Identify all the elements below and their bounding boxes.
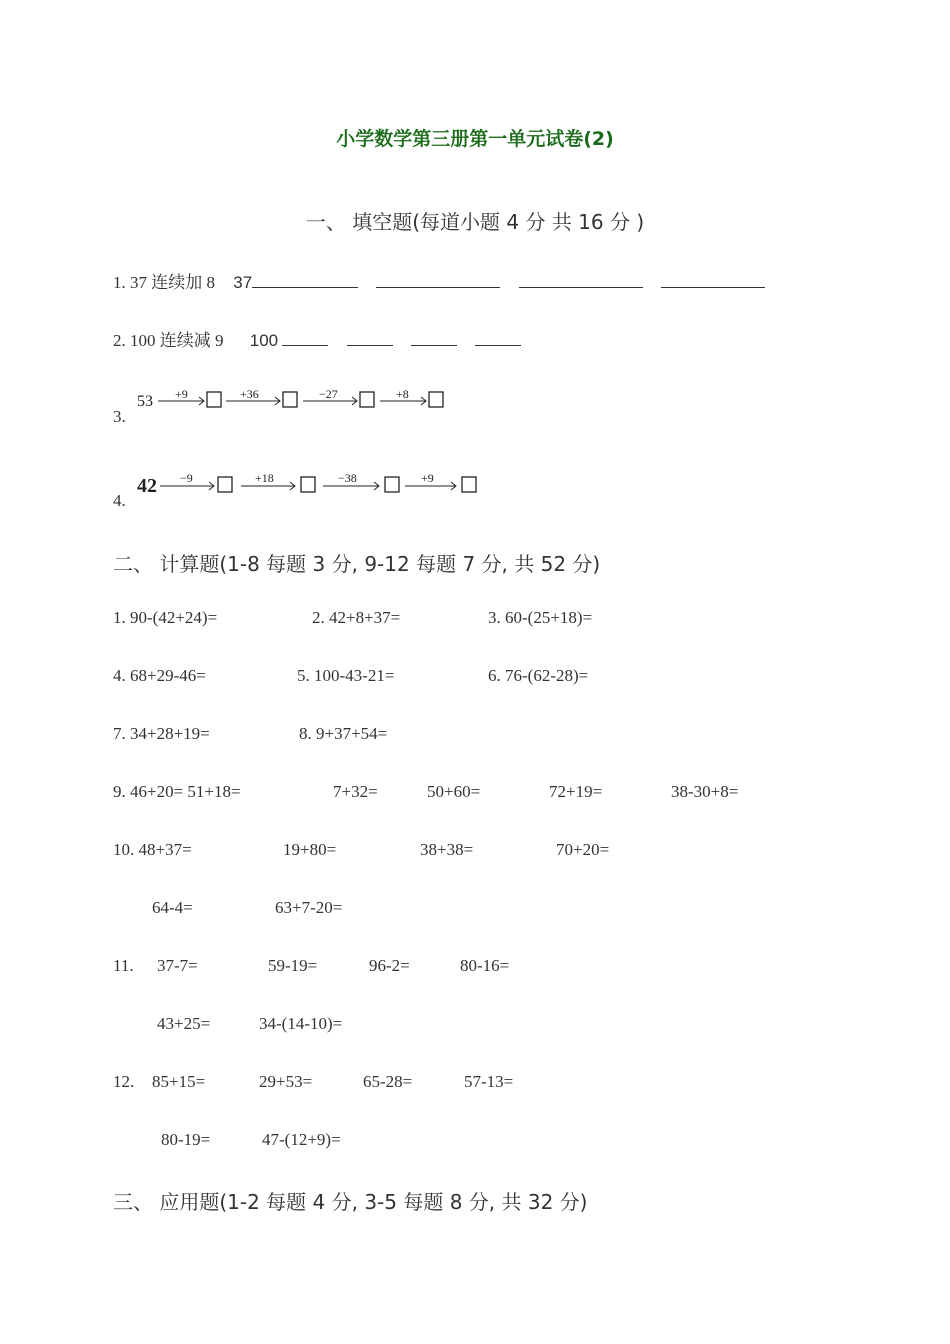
question-1-2 (113, 326, 521, 351)
answer-box[interactable] (218, 477, 232, 492)
answer-blank[interactable] (282, 331, 328, 346)
calc-item: 8. 9+37+54= (299, 724, 388, 743)
question-1-4-label: 4. (113, 491, 126, 510)
question-label: 1. 37 连续加 8 (113, 273, 215, 292)
calc-item: 64-4= (152, 898, 193, 917)
calc-item: 85+15= (152, 1072, 206, 1091)
calc-item: 38+38= (420, 840, 474, 859)
arrow-chain-4 (136, 467, 481, 499)
calc-item: 6. 76-(62-28)= (488, 666, 589, 685)
calc-item: 50+60= (427, 782, 481, 801)
chain-op: +36 (240, 387, 259, 401)
start-number: 37 (233, 273, 253, 292)
question-label: 2. 100 连续减 9 (113, 331, 224, 350)
chain-op: +9 (175, 387, 188, 401)
section-3-heading: 三、 应用题(1-2 每题 4 分, 3-5 每题 8 分, 共 32 分) (113, 1190, 588, 1214)
calc-item: 43+25= (157, 1014, 211, 1033)
chain-op: −38 (338, 471, 357, 485)
answer-box[interactable] (207, 392, 221, 407)
answer-blank[interactable] (519, 273, 643, 288)
calc-item-label: 12. (113, 1072, 135, 1091)
calc-item: 29+53= (259, 1072, 313, 1091)
calc-item: 59-19= (268, 956, 318, 975)
calc-item: 37-7= (157, 956, 198, 975)
question-1-3-label: 3. (113, 407, 126, 426)
calc-item: 4. 68+29-46= (113, 666, 206, 685)
chain-op: +18 (255, 471, 274, 485)
section-2-heading: 二、 计算题(1-8 每题 3 分, 9-12 每题 7 分, 共 52 分) (113, 552, 601, 576)
answer-blank[interactable] (347, 331, 393, 346)
calc-item: 65-28= (363, 1072, 413, 1091)
answer-blank[interactable] (661, 273, 765, 288)
calc-item: 80-16= (460, 956, 510, 975)
calc-item: 38-30+8= (671, 782, 739, 801)
answer-blank[interactable] (411, 331, 457, 346)
calc-item: 9. 46+20= 51+18= (113, 782, 241, 801)
calc-item: 1. 90-(42+24)= (113, 608, 218, 627)
answer-box[interactable] (462, 477, 476, 492)
calc-item-label: 11. (113, 956, 134, 975)
page-title: 小学数学第三册第一单元试卷(2) (336, 128, 614, 150)
chain-start: 53 (137, 393, 153, 410)
question-1-1 (113, 268, 765, 293)
answer-blank[interactable] (475, 331, 521, 346)
chain-op: −9 (180, 471, 193, 485)
answer-box[interactable] (429, 392, 443, 407)
calc-item: 47-(12+9)= (262, 1130, 341, 1149)
calc-item: 70+20= (556, 840, 610, 859)
answer-blank[interactable] (376, 273, 500, 288)
answer-box[interactable] (301, 477, 315, 492)
chain-op: +8 (396, 387, 409, 401)
calc-item: 7. 34+28+19= (113, 724, 210, 743)
start-number: 100 (249, 331, 279, 350)
calc-item: 34-(14-10)= (259, 1014, 343, 1033)
answer-box[interactable] (360, 392, 374, 407)
chain-op: +9 (421, 471, 434, 485)
calc-item: 96-2= (369, 956, 410, 975)
answer-box[interactable] (385, 477, 399, 492)
calc-item: 57-13= (464, 1072, 514, 1091)
calc-item: 2. 42+8+37= (312, 608, 401, 627)
calc-item: 19+80= (283, 840, 337, 859)
chain-start: 42 (137, 475, 157, 497)
arrow-chain-3 (136, 383, 456, 413)
chain-op: −27 (319, 387, 338, 401)
calc-item: 80-19= (161, 1130, 211, 1149)
calc-item: 5. 100-43-21= (297, 666, 395, 685)
calc-item: 10. 48+37= (113, 840, 192, 859)
calc-item: 7+32= (333, 782, 378, 801)
answer-blank[interactable] (252, 273, 358, 288)
section-1-heading: 一、 填空题(每道小题 4 分 共 16 分 ) (305, 210, 645, 234)
calc-item: 3. 60-(25+18)= (488, 608, 593, 627)
calc-item: 63+7-20= (275, 898, 343, 917)
answer-box[interactable] (283, 392, 297, 407)
calc-item: 72+19= (549, 782, 603, 801)
